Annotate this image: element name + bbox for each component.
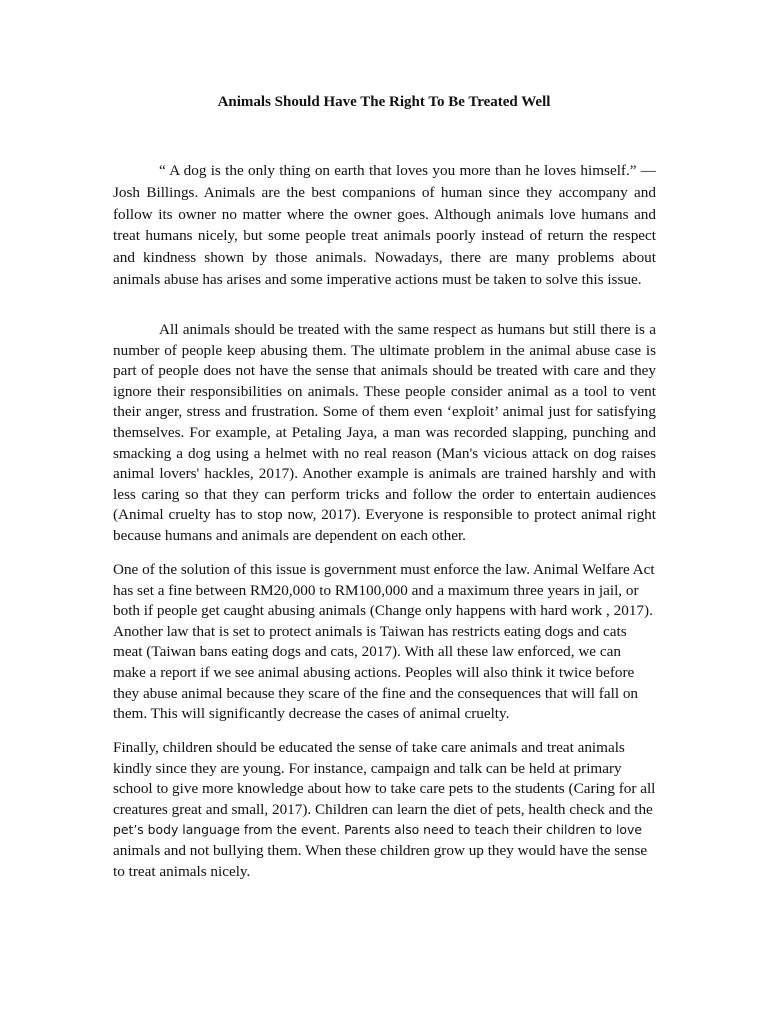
paragraph-line: creatures great and small, 2017). Children can learn the diet of pets, health check and the (113, 800, 653, 818)
paragraph-problem: All animals should be treated with the same respect as humans but still there is a number of people keep abusing them. The ultimate problem in the animal abuse case is part of people does not have the sense that animals should be treated with care and they ignore their responsibilities on animals. These people consider animal as a tool to vent their anger, stress and frustration. Some of them even ‘exploit’ animal just for satisfying themselves. For example, at Petaling Jaya, a man was recorded slapping, punching and smacking a dog using a helmet with no real reason (Man's vicious attack on dog raises animal lovers' hackles, 2017). Another example is animals are trained harshly and with less caring so that they can perform tricks and follow the order to entertain audiences (Animal cruelty has to stop now, 2017). Everyone is responsible to protect animal right because humans and animals are dependent on each other. (113, 321, 656, 544)
paragraph-introduction: “ A dog is the only thing on earth that loves you more than he loves himself.” — Josh Billings. Animals are the best companions of human since they accompany and follow its owner no matter where the owner goes. Although animals love humans and treat humans nicely, but some people treat animals poorly instead of return the respect and kindness shown by those animals. Nowadays, there are many problems about animals abuse has arises and some imperative actions must be taken to solve this issue. (113, 162, 656, 288)
paragraph-law-solution: One of the solution of this issue is government must enforce the law. Animal Welfare Act has set a fine between RM20,000 to RM100,000 and a maximum three years in jail, or both if people get caught abusing animals (Change only happens with hard work , 2017). Another law that is set to protect animals is Taiwan has restricts eating dogs and cats meat (Taiwan bans eating dogs and cats, 2017). With all these law enforced, we can make a report if we see animal abusing actions. Peoples will also think it twice before they abuse animal because they scare of the fine and the consequences that will fall on them. This will significantly decrease the cases of animal cruelty. (113, 561, 655, 723)
paragraph-line: to treat animals nicely. (113, 862, 251, 880)
paragraph-line: kindly since they are young. For instance, campaign and talk can be held at primary (113, 759, 622, 777)
paragraph-line: school to give more knowledge about how to take care pets to the students (Caring for all (113, 780, 656, 798)
paragraph-line: Finally, children should be educated the sense of take care animals and treat animals (113, 739, 625, 756)
paragraph-line: animals and not bullying them. When these children grow up they would have the sense (113, 841, 648, 859)
paragraph-education-solution (113, 738, 656, 882)
document-title: Animals Should Have The Right To Be Treated Well (217, 94, 551, 110)
paragraph-line-sans: pet’s body language from the event. Parents also need to teach their children to love (113, 822, 642, 838)
